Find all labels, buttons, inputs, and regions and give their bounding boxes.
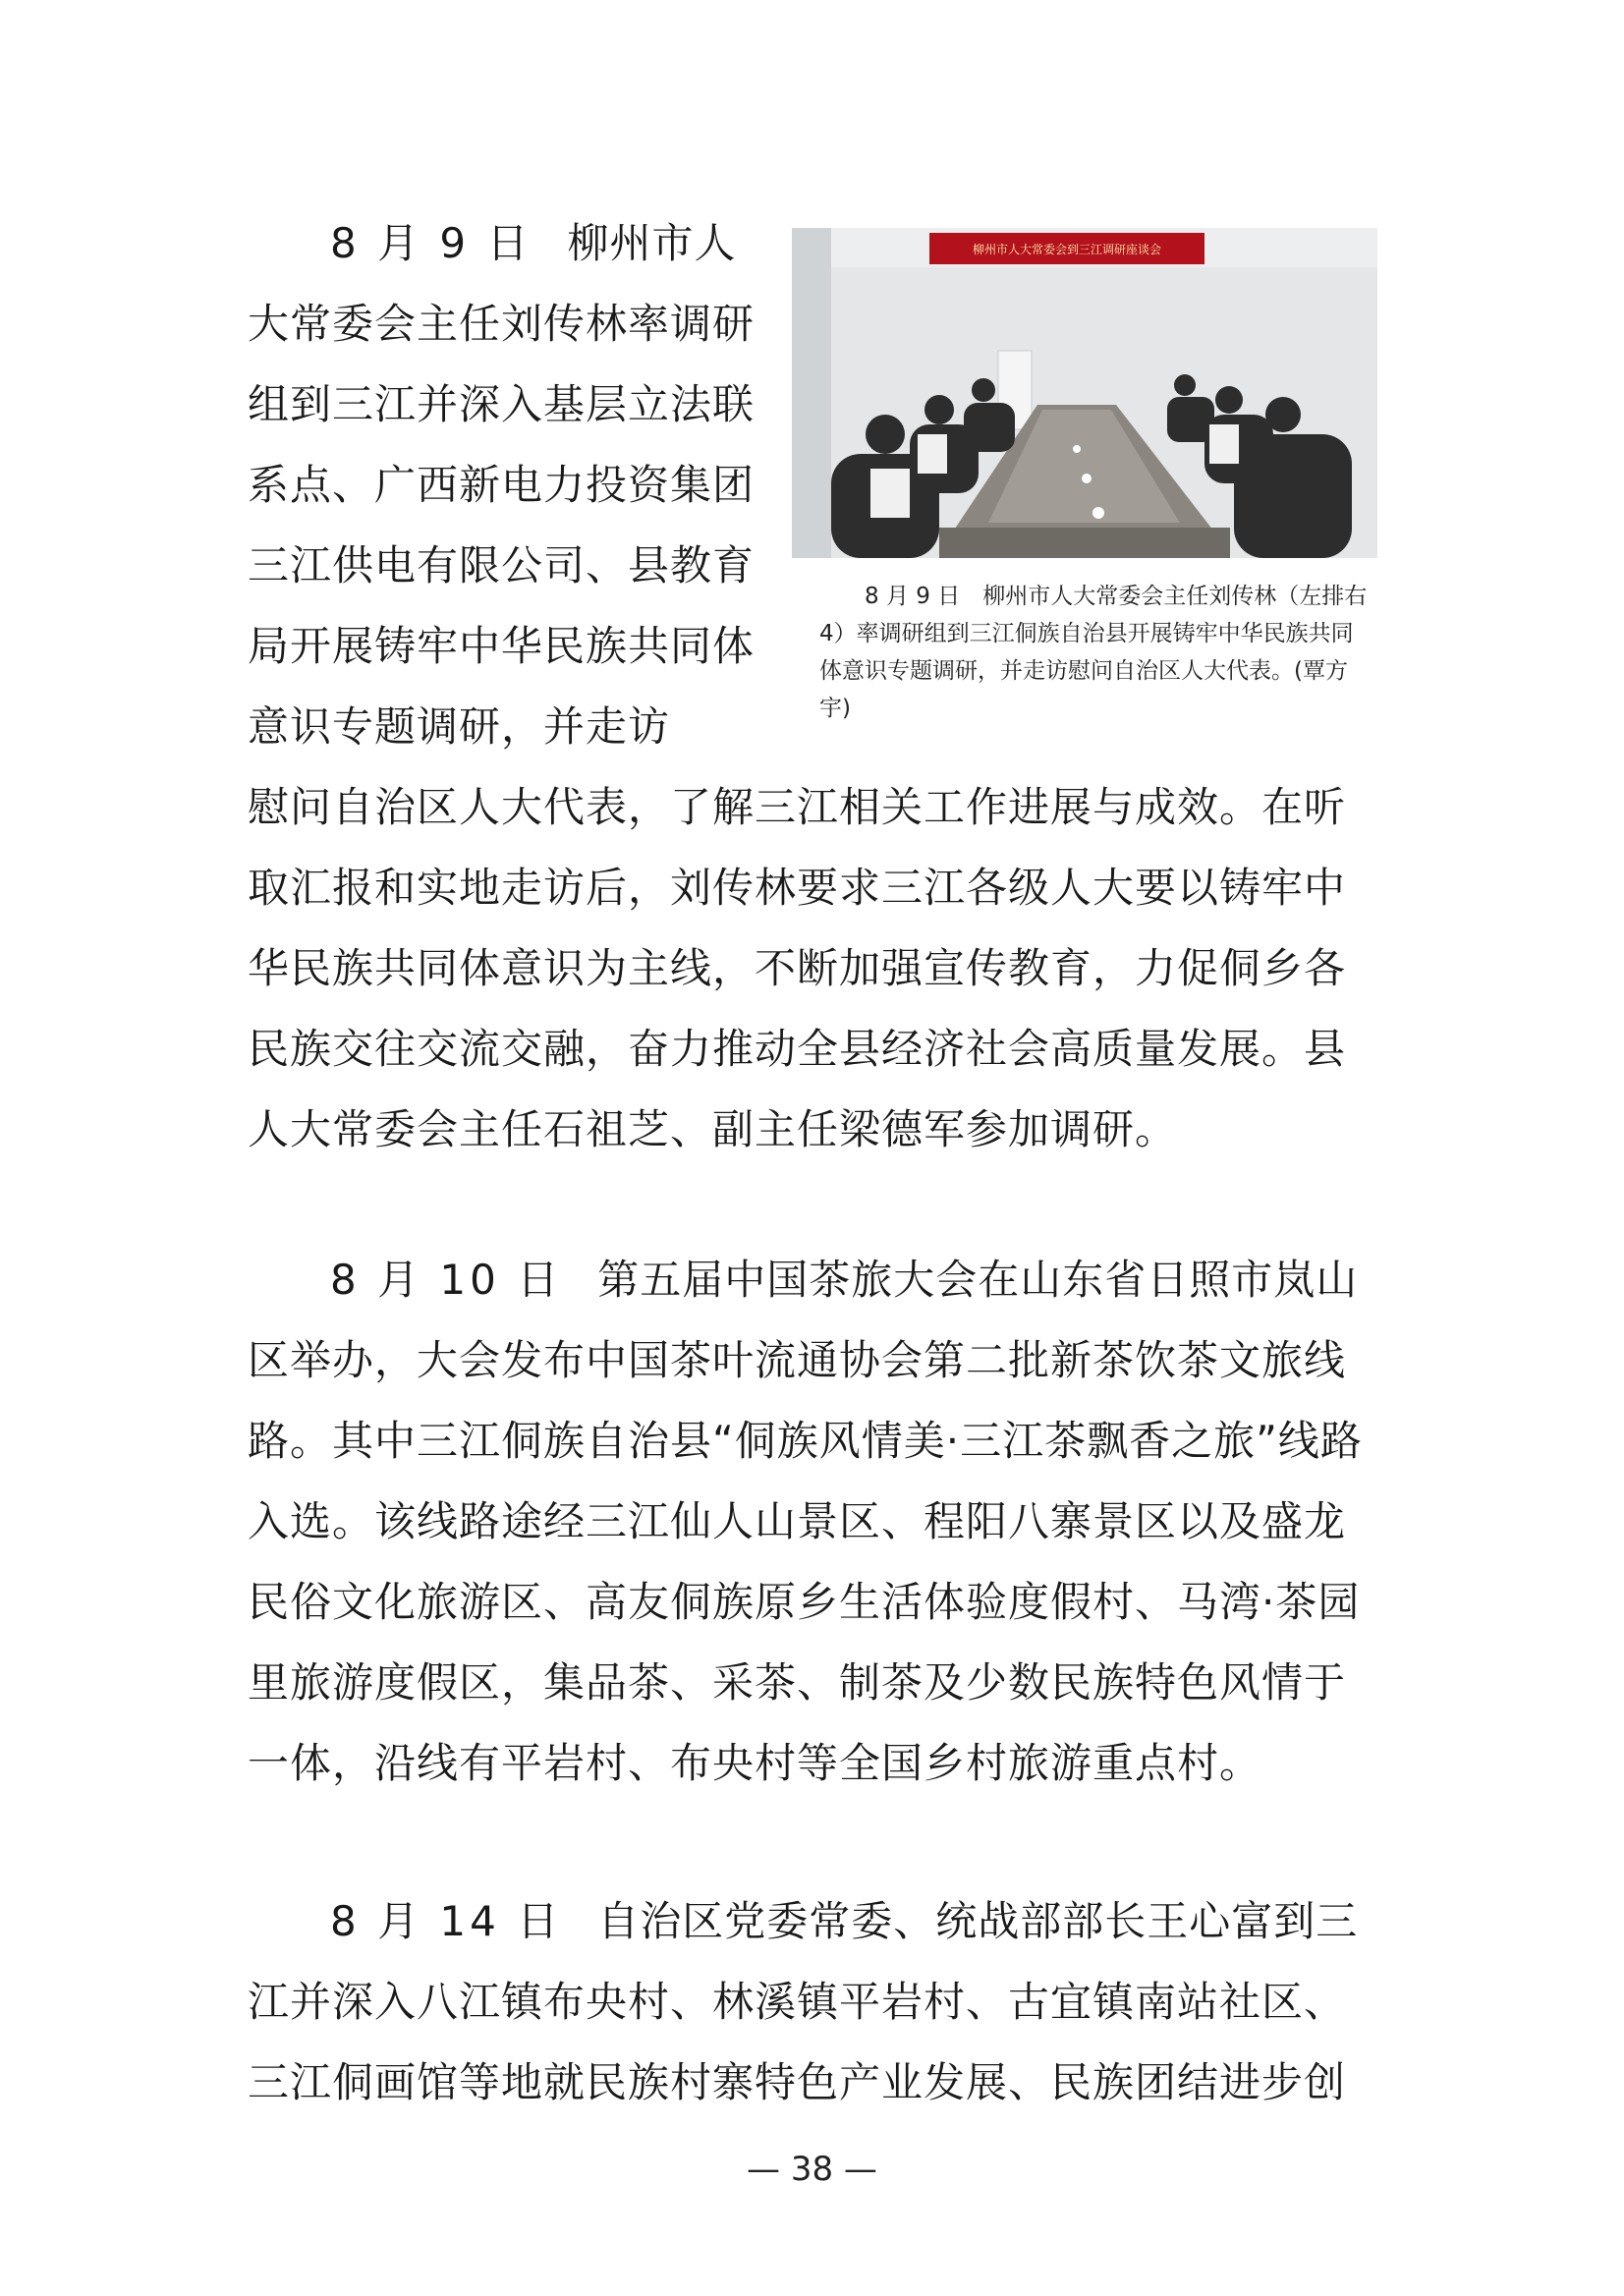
entry-aug14 — [248, 1881, 1387, 2123]
page-number: — 38 — — [747, 2150, 877, 2189]
entry-aug9-wrapped — [248, 203, 768, 767]
entry-text: 自治区党委常委、统战部部长王心富到三江并深入八江镇布央村、林溪镇平岩村、古宜镇南站社区、三江侗画馆等地就民族村寨特色产业发展、民族团结进步创 — [248, 1897, 1359, 2106]
entry-text: 第五届中国茶旅大会在山东省日照市岚山区举办，大会发布中国茶叶流通协会第二批新茶饮茶文旅线路。其中三江侗族自治县“侗族风情美·三江茶飘香之旅”线路入选。该线路途经三江仙人山景区、程阳八寨景区以及盛龙民俗文化旅游区、高友侗族原乡生活体验度假村、马湾·茶园里旅游度假区，集品茶、采茶、制茶及少数民族特色风情于一体，沿线有平岩村、布央村等全国乡村旅游重点村。 — [248, 1256, 1363, 1787]
entry-text: 柳州市人大常委会主任刘传林率调研组到三江并深入基层立法联系点、广西新电力投资集团三江供电有限公司、县教育局开展铸牢中华民族共同体意识专题调研，并走访 — [248, 219, 756, 751]
photo-caption: 8 月 9 日 柳州市人大常委会主任刘传林（左排右 4）率调研组到三江侗族自治县开展铸牢中华民族共同体意识专题调研，并走访慰问自治区人大代表。(覃方宇) — [819, 584, 1368, 721]
entry-date: 8 月 9 日 — [330, 219, 532, 267]
entry-aug9-para-bottom: 慰问自治区人大代表，了解三江相关工作进展与成效。在听取汇报和实地走访后，刘传林要求三江各级人大要以铸牢中华民族共同体意识为主线，不断加强宣传教育，力促侗乡各民族交往交流交融，奋力推动全县经济社会高质量发展。县人大常委会主任石祖芝、副主任梁德军参加调研。 — [248, 783, 1347, 1153]
meeting-photo — [792, 228, 1377, 558]
entry-aug10 — [248, 1240, 1387, 1804]
banner-text: 柳州市人大常委会到三江调研座谈会 — [972, 243, 1162, 256]
entry-aug9-para-top — [248, 203, 768, 767]
entry-date: 8 月 10 日 — [330, 1256, 563, 1304]
entry-date: 8 月 14 日 — [330, 1897, 563, 1945]
entry-aug9-continued — [248, 767, 1387, 1170]
meeting-photo-illustration — [792, 228, 1377, 558]
